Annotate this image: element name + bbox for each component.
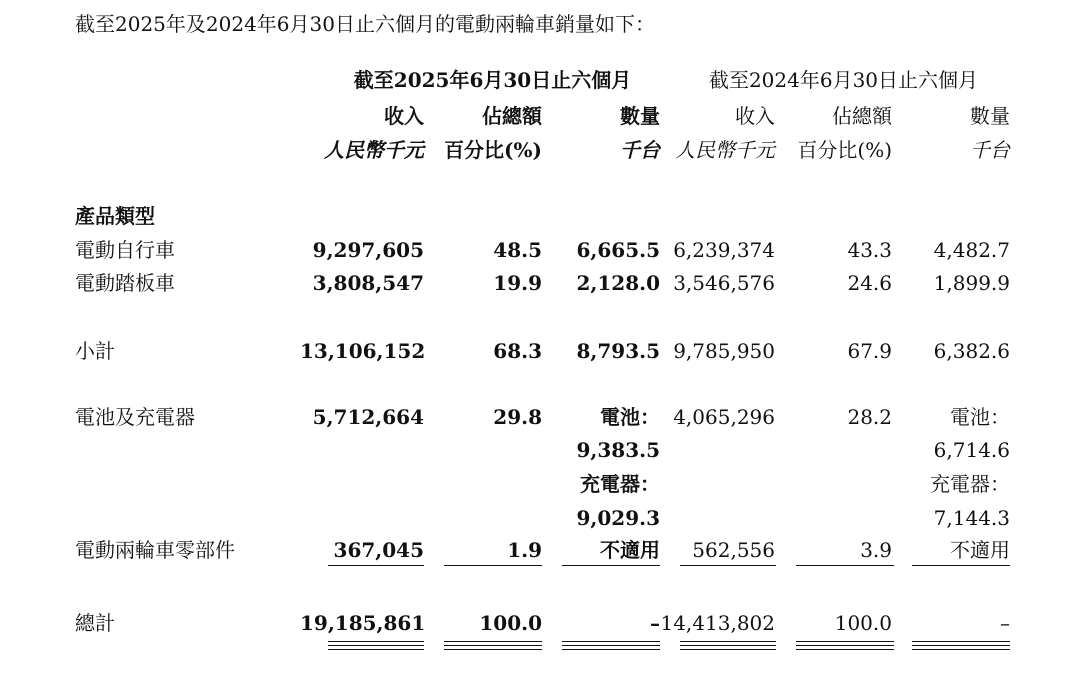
- cell-parts-cur-qty: 不適用: [600, 538, 660, 562]
- cell-battery-cur-battery-qty: 9,383.5: [576, 438, 660, 462]
- double-rule-pri-qty: [912, 645, 1010, 650]
- col-quantity-current: 數量: [620, 104, 660, 128]
- col-quantity-unit-prior: 千台: [970, 138, 1010, 162]
- row-label-battery: 電池及充電器: [75, 405, 195, 429]
- row-label-escooter: 電動踏板車: [75, 271, 175, 295]
- cell-subtotal-pri-qty: 6,382.6: [933, 339, 1010, 363]
- cell-subtotal-cur-qty: 8,793.5: [576, 339, 660, 363]
- cell-ebike-pri-qty: 4,482.7: [933, 238, 1010, 262]
- col-revenue-current: 收入: [384, 104, 424, 128]
- period-prior-header: 截至2024年6月30日止六個月: [708, 68, 979, 92]
- cell-escooter-cur-rev: 3,808,547: [312, 271, 424, 295]
- double-rule-cur-qty: [562, 645, 660, 650]
- cell-ebike-cur-pct: 48.5: [493, 238, 542, 262]
- cell-escooter-cur-pct: 19.9: [493, 271, 542, 295]
- cell-battery-cur-charger-label: 充電器：: [580, 472, 660, 496]
- cell-battery-pri-charger-qty: 7,144.3: [933, 506, 1010, 530]
- col-share-current: 佔總額: [482, 104, 542, 128]
- period-current-header: 截至2025年6月30日止六個月: [353, 68, 632, 92]
- double-rule-pri-pct: [796, 645, 894, 650]
- col-quantity-unit-current: 千台: [620, 138, 660, 162]
- cell-battery-cur-pct: 29.8: [493, 405, 542, 429]
- cell-ebike-cur-rev: 9,297,605: [312, 238, 424, 262]
- row-label-ebike: 電動自行車: [75, 238, 175, 262]
- cell-escooter-pri-pct: 24.6: [847, 271, 892, 295]
- cell-battery-pri-battery-label: 電池：: [950, 405, 1010, 429]
- rule-cur-rev: [328, 565, 424, 566]
- rule-pri-pct: [796, 565, 894, 566]
- double-rule-cur-pct: [444, 645, 542, 650]
- intro-text: 截至2025年及2024年6月30日止六個月的電動兩輪車銷量如下：: [75, 12, 655, 36]
- cell-subtotal-cur-rev: 13,106,152: [300, 339, 426, 363]
- cell-total-pri-qty: –: [1000, 611, 1010, 635]
- cell-escooter-pri-qty: 1,899.9: [933, 271, 1010, 295]
- rule-pri-qty: [912, 565, 1010, 566]
- cell-parts-cur-pct: 1.9: [507, 538, 542, 562]
- col-share-unit-current: 百分比(%): [444, 138, 542, 162]
- rule-cur-pct: [444, 565, 542, 566]
- section-heading: 產品類型: [75, 204, 155, 228]
- cell-ebike-cur-qty: 6,665.5: [576, 238, 660, 262]
- col-revenue-prior: 收入: [735, 104, 775, 128]
- cell-battery-pri-battery-qty: 6,714.6: [933, 438, 1010, 462]
- col-revenue-unit-prior: 人民幣千元: [675, 138, 775, 162]
- rule-total-top-cur-qty: [562, 641, 660, 642]
- col-quantity-prior: 數量: [970, 104, 1010, 128]
- double-rule-cur-rev: [328, 645, 424, 650]
- row-label-total: 總計: [75, 611, 115, 635]
- cell-escooter-pri-rev: 3,546,576: [673, 271, 775, 295]
- cell-parts-pri-qty: 不適用: [950, 538, 1010, 562]
- rule-total-top-cur-rev: [328, 641, 424, 642]
- cell-parts-pri-pct: 3.9: [860, 538, 892, 562]
- cell-battery-pri-charger-label: 充電器：: [930, 472, 1010, 496]
- cell-escooter-cur-qty: 2,128.0: [576, 271, 660, 295]
- rule-total-top-pri-qty: [912, 641, 1010, 642]
- rule-total-top-cur-pct: [444, 641, 542, 642]
- cell-battery-pri-rev: 4,065,296: [673, 405, 775, 429]
- cell-parts-cur-rev: 367,045: [333, 538, 424, 562]
- rule-total-top-pri-rev: [680, 641, 776, 642]
- cell-total-cur-qty: –: [650, 611, 660, 635]
- cell-total-cur-rev: 19,185,861: [300, 611, 426, 635]
- cell-subtotal-pri-rev: 9,785,950: [673, 339, 775, 363]
- cell-subtotal-cur-pct: 68.3: [493, 339, 542, 363]
- cell-total-pri-pct: 100.0: [834, 611, 892, 635]
- cell-total-cur-pct: 100.0: [479, 611, 542, 635]
- cell-ebike-pri-pct: 43.3: [847, 238, 892, 262]
- cell-subtotal-pri-pct: 67.9: [847, 339, 892, 363]
- cell-battery-cur-charger-qty: 9,029.3: [576, 506, 660, 530]
- double-rule-pri-rev: [680, 645, 776, 650]
- col-share-prior: 佔總額: [832, 104, 892, 128]
- col-share-unit-prior: 百分比(%): [797, 138, 892, 162]
- cell-ebike-pri-rev: 6,239,374: [673, 238, 775, 262]
- cell-parts-pri-rev: 562,556: [692, 538, 775, 562]
- col-revenue-unit-current: 人民幣千元: [324, 138, 424, 162]
- rule-cur-qty: [562, 565, 660, 566]
- row-label-subtotal: 小計: [75, 339, 115, 363]
- cell-battery-cur-rev: 5,712,664: [312, 405, 424, 429]
- rule-pri-rev: [680, 565, 776, 566]
- cell-battery-cur-battery-label: 電池：: [600, 405, 660, 429]
- cell-battery-pri-pct: 28.2: [847, 405, 892, 429]
- rule-total-top-pri-pct: [796, 641, 894, 642]
- row-label-parts: 電動兩輪車零部件: [75, 538, 235, 562]
- cell-total-pri-rev: 14,413,802: [660, 611, 775, 635]
